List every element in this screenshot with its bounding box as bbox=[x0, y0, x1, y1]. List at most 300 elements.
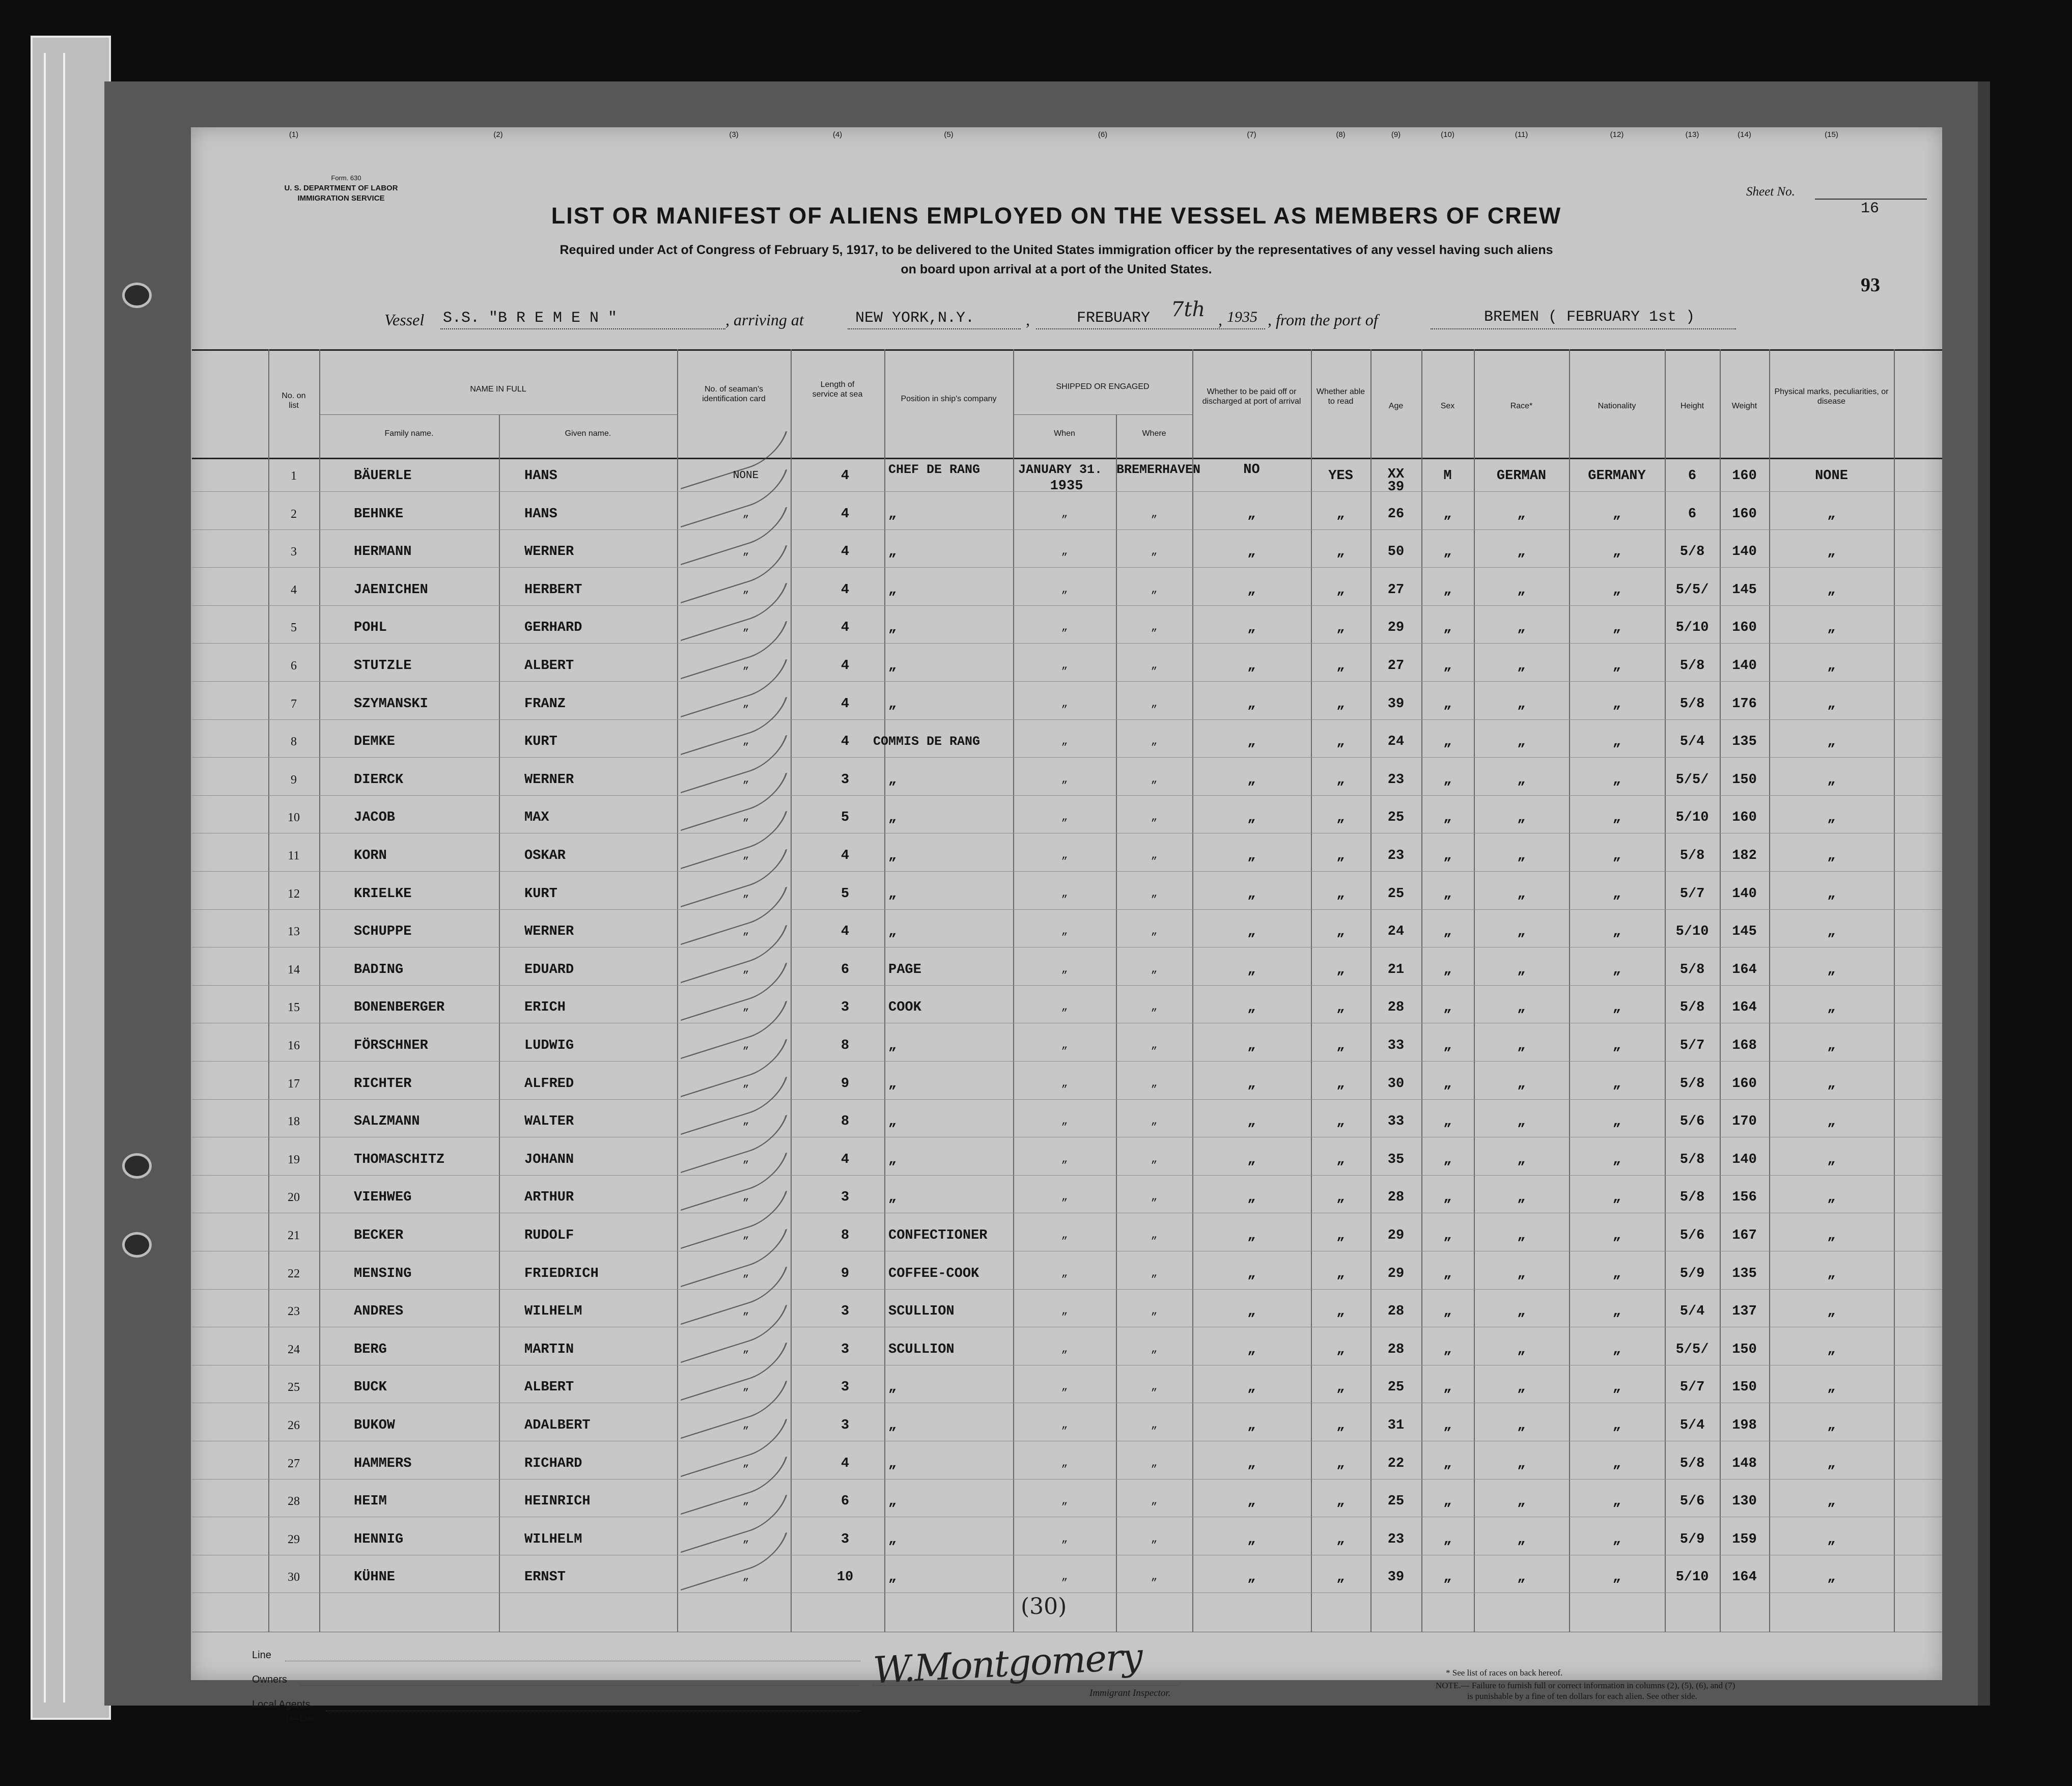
row-14-nat: „ bbox=[1612, 962, 1621, 978]
row-7-marks: „ bbox=[1827, 696, 1836, 712]
row-19-race: „ bbox=[1517, 1152, 1526, 1167]
row-13-nat: „ bbox=[1612, 924, 1621, 940]
row-15-card: „ bbox=[742, 1001, 749, 1014]
header-where: Where bbox=[1142, 429, 1166, 438]
row-7-when: „ bbox=[1061, 697, 1068, 710]
row-14-height: 5/8 bbox=[1679, 962, 1705, 978]
row-24-service: 3 bbox=[841, 1342, 850, 1357]
row-14-service: 6 bbox=[841, 962, 850, 978]
row-8-marks: „ bbox=[1827, 734, 1836, 750]
row-14-when: „ bbox=[1061, 963, 1068, 975]
header-shipped-or-engaged: SHIPPED OR ENGAGED bbox=[1056, 382, 1150, 391]
row-20-given: ARTHUR bbox=[524, 1190, 574, 1206]
row-6-paid: „ bbox=[1247, 658, 1256, 674]
row-11-marks: „ bbox=[1827, 848, 1836, 863]
row-16-card: „ bbox=[742, 1040, 749, 1051]
row-11-read: „ bbox=[1336, 848, 1345, 863]
row-23-service: 3 bbox=[841, 1304, 850, 1320]
print-code: 14—1240 bbox=[285, 1715, 314, 1722]
row-16-nat: „ bbox=[1612, 1038, 1621, 1053]
row-11-card: „ bbox=[742, 850, 749, 861]
row-17-where: „ bbox=[1151, 1077, 1158, 1090]
row-18-family: SALZMANN bbox=[354, 1114, 420, 1130]
row-4-race: „ bbox=[1517, 582, 1526, 598]
departure-port: BREMEN ( FEBRUARY 1st ) bbox=[1484, 309, 1695, 326]
row-26-position: „ bbox=[888, 1418, 897, 1433]
row-12-read: „ bbox=[1336, 886, 1345, 902]
row-16-where: „ bbox=[1151, 1040, 1158, 1051]
row-16-sex: „ bbox=[1443, 1038, 1452, 1053]
sheet-number: 16 bbox=[1861, 200, 1880, 217]
row-18-weight: 170 bbox=[1732, 1114, 1757, 1130]
row-17-given: ALFRED bbox=[524, 1076, 574, 1092]
row-23-paid: „ bbox=[1247, 1304, 1256, 1320]
row-14-family: BADING bbox=[354, 962, 404, 978]
row-15-service: 3 bbox=[841, 1000, 850, 1016]
column-number: (10) bbox=[1441, 130, 1454, 139]
inspector-signature: W.Montgomery bbox=[872, 1635, 1143, 1692]
row-10-given: MAX bbox=[524, 810, 549, 826]
row-20-position: „ bbox=[888, 1190, 897, 1206]
column-number: (7) bbox=[1247, 130, 1256, 139]
row-24-age: 28 bbox=[1387, 1342, 1405, 1357]
row-10-race: „ bbox=[1517, 810, 1526, 826]
row-28-marks: „ bbox=[1827, 1494, 1836, 1510]
subtitle-line-1: Required under Act of Congress of February 5, 1917, to be delivered to the United States immigration officer by the representatives of any vessel having such aliens bbox=[559, 243, 1553, 257]
row-17-age: 30 bbox=[1387, 1076, 1405, 1092]
header-height: Height bbox=[1680, 402, 1704, 410]
row-6-card: „ bbox=[742, 660, 749, 672]
row-24-where: „ bbox=[1151, 1343, 1158, 1355]
row-5-card: „ bbox=[742, 622, 749, 634]
row-11-age: 23 bbox=[1387, 848, 1405, 863]
row-20-race: „ bbox=[1517, 1190, 1526, 1206]
row-1-paid: NO bbox=[1243, 462, 1260, 478]
row-4-position: „ bbox=[888, 582, 897, 598]
row-2-service: 4 bbox=[841, 506, 850, 522]
row-6-position: „ bbox=[888, 658, 897, 674]
row-19-given: JOHANN bbox=[524, 1152, 574, 1167]
row-7-card: „ bbox=[742, 697, 749, 710]
comma-separator: , bbox=[1218, 311, 1222, 329]
row-8-position: COMMIS DE RANG bbox=[873, 734, 981, 749]
row-5-family: POHL bbox=[354, 620, 387, 636]
row-26-where: „ bbox=[1151, 1419, 1158, 1431]
row-18-sex: „ bbox=[1443, 1114, 1452, 1130]
row-23-marks: „ bbox=[1827, 1304, 1836, 1320]
row-12-card: „ bbox=[742, 887, 749, 900]
row-30-service: 10 bbox=[836, 1570, 854, 1585]
row-4-paid: „ bbox=[1247, 582, 1256, 598]
row-29-service: 3 bbox=[841, 1531, 850, 1547]
row-1-sex: M bbox=[1443, 468, 1452, 484]
row-23-card: „ bbox=[742, 1305, 749, 1318]
row-27-weight: 148 bbox=[1732, 1456, 1757, 1471]
row-29-given: WILHELM bbox=[524, 1531, 582, 1547]
row-21-paid: „ bbox=[1247, 1228, 1256, 1243]
row-24-race: „ bbox=[1517, 1342, 1526, 1357]
row-3-weight: 140 bbox=[1732, 544, 1757, 560]
row-3-family: HERMANN bbox=[354, 544, 412, 560]
row-30-no: 30 bbox=[288, 1571, 300, 1584]
row-9-family: DIERCK bbox=[354, 772, 404, 788]
row-6-nat: „ bbox=[1612, 658, 1621, 674]
row-9-paid: „ bbox=[1247, 772, 1256, 788]
row-3-card: „ bbox=[742, 546, 749, 558]
row-18-race: „ bbox=[1517, 1114, 1526, 1130]
row-24-when: „ bbox=[1061, 1343, 1068, 1355]
row-8-paid: „ bbox=[1247, 734, 1256, 750]
row-18-service: 8 bbox=[841, 1114, 850, 1130]
column-number: (6) bbox=[1098, 130, 1108, 139]
row-20-no: 20 bbox=[288, 1191, 300, 1205]
row-13-when: „ bbox=[1061, 926, 1068, 938]
row-11-no: 11 bbox=[288, 849, 300, 862]
row-5-marks: „ bbox=[1827, 620, 1836, 636]
row-6-when: „ bbox=[1061, 660, 1068, 672]
row-9-where: „ bbox=[1151, 773, 1158, 786]
row-2-where: „ bbox=[1151, 508, 1158, 520]
row-15-paid: „ bbox=[1247, 1000, 1256, 1016]
row-20-family: VIEHWEG bbox=[354, 1190, 412, 1206]
row-23-race: „ bbox=[1517, 1304, 1526, 1320]
row-15-height: 5/8 bbox=[1679, 1000, 1705, 1016]
row-10-family: JACOB bbox=[354, 810, 396, 826]
row-7-where: „ bbox=[1151, 697, 1158, 710]
row-24-marks: „ bbox=[1827, 1342, 1836, 1357]
penalty-note-line-2: is punishable by a fine of ten dollars for each alien. See other side. bbox=[1467, 1691, 1697, 1701]
row-5-weight: 160 bbox=[1732, 620, 1757, 636]
row-2-height: 6 bbox=[1688, 506, 1697, 522]
row-2-sex: „ bbox=[1443, 506, 1452, 522]
row-2-race: „ bbox=[1517, 506, 1526, 522]
row-21-no: 21 bbox=[288, 1229, 300, 1242]
arrival-port-line bbox=[848, 328, 1021, 329]
row-8-nat: „ bbox=[1612, 734, 1621, 750]
row-8-sex: „ bbox=[1443, 734, 1452, 750]
row-1-service: 4 bbox=[841, 468, 850, 484]
page-stamp-number: 93 bbox=[1861, 274, 1880, 296]
row-5-position: „ bbox=[888, 620, 897, 636]
row-10-paid: „ bbox=[1247, 810, 1256, 826]
row-3-height: 5/8 bbox=[1679, 544, 1705, 560]
row-30-nat: „ bbox=[1612, 1570, 1621, 1585]
row-6-where: „ bbox=[1151, 660, 1158, 672]
arriving-label: , arriving at bbox=[725, 311, 804, 329]
row-29-where: „ bbox=[1151, 1533, 1158, 1545]
row-2-read: „ bbox=[1336, 506, 1345, 522]
owners-label: Owners bbox=[252, 1674, 287, 1685]
row-26-read: „ bbox=[1336, 1418, 1345, 1433]
row-30-height: 5/10 bbox=[1675, 1570, 1709, 1585]
header-name-in-full: NAME IN FULL bbox=[470, 385, 526, 394]
row-29-nat: „ bbox=[1612, 1531, 1621, 1547]
row-25-card: „ bbox=[742, 1381, 749, 1393]
row-14-no: 14 bbox=[288, 963, 300, 976]
row-28-race: „ bbox=[1517, 1494, 1526, 1510]
row-2-family: BEHNKE bbox=[354, 506, 404, 522]
column-number: (13) bbox=[1685, 130, 1699, 139]
header-sex: Sex bbox=[1440, 402, 1455, 410]
row-20-weight: 156 bbox=[1732, 1190, 1757, 1206]
row-23-position: SCULLION bbox=[888, 1304, 955, 1320]
row-22-age: 29 bbox=[1387, 1266, 1405, 1281]
arrival-day-handwritten: 7th bbox=[1171, 298, 1206, 321]
row-28-read: „ bbox=[1336, 1494, 1345, 1510]
row-22-height: 5/9 bbox=[1679, 1266, 1705, 1281]
header-nationality: Nationality bbox=[1598, 402, 1636, 410]
row-6-race: „ bbox=[1517, 658, 1526, 674]
row-2-card: „ bbox=[742, 508, 749, 520]
row-25-when: „ bbox=[1061, 1381, 1068, 1393]
row-30-read: „ bbox=[1336, 1570, 1345, 1585]
row-5-given: GERHARD bbox=[524, 620, 582, 636]
row-22-marks: „ bbox=[1827, 1266, 1836, 1281]
row-24-weight: 150 bbox=[1732, 1342, 1757, 1357]
row-3-sex: „ bbox=[1443, 544, 1452, 560]
row-28-nat: „ bbox=[1612, 1494, 1621, 1510]
row-20-height: 5/8 bbox=[1679, 1190, 1705, 1206]
row-9-when: „ bbox=[1061, 773, 1068, 786]
row-3-marks: „ bbox=[1827, 544, 1836, 560]
row-11-nat: „ bbox=[1612, 848, 1621, 863]
row-11-given: OSKAR bbox=[524, 848, 566, 863]
row-19-when: „ bbox=[1061, 1153, 1068, 1165]
row-1-when-year: 1935 bbox=[1050, 479, 1083, 494]
header-length-of-service: Length of service at sea bbox=[812, 380, 863, 399]
row-4-weight: 145 bbox=[1732, 582, 1757, 598]
punch-hole bbox=[122, 1232, 152, 1258]
row-4-marks: „ bbox=[1827, 582, 1836, 598]
vessel-name: S.S. "B R E M E N " bbox=[443, 310, 618, 327]
row-10-nat: „ bbox=[1612, 810, 1621, 826]
manifest-sheet bbox=[191, 127, 1942, 1722]
row-26-weight: 198 bbox=[1732, 1418, 1757, 1433]
row-13-race: „ bbox=[1517, 924, 1526, 940]
row-22-service: 9 bbox=[841, 1266, 850, 1281]
row-7-service: 4 bbox=[841, 696, 850, 712]
row-25-nat: „ bbox=[1612, 1380, 1621, 1396]
row-9-height: 5/5/ bbox=[1675, 772, 1709, 788]
row-17-read: „ bbox=[1336, 1076, 1345, 1092]
row-19-where: „ bbox=[1151, 1153, 1158, 1165]
row-4-family: JAENICHEN bbox=[354, 582, 428, 598]
row-15-position: COOK bbox=[888, 1000, 921, 1016]
row-15-nat: „ bbox=[1612, 1000, 1621, 1016]
row-12-nat: „ bbox=[1612, 886, 1621, 902]
row-19-card: „ bbox=[742, 1153, 749, 1165]
row-13-card: „ bbox=[742, 926, 749, 938]
departure-port-line bbox=[1431, 328, 1736, 329]
row-27-where: „ bbox=[1151, 1457, 1158, 1469]
header-given-name: Given name. bbox=[565, 429, 611, 438]
row-9-weight: 150 bbox=[1732, 772, 1757, 788]
column-rule bbox=[319, 349, 320, 1632]
row-22-race: „ bbox=[1517, 1266, 1526, 1281]
row-24-read: „ bbox=[1336, 1342, 1345, 1357]
row-28-position: „ bbox=[888, 1494, 897, 1510]
row-12-family: KRIELKE bbox=[354, 886, 412, 902]
row-8-card: „ bbox=[742, 736, 749, 748]
row-5-read: „ bbox=[1336, 620, 1345, 636]
row-16-service: 8 bbox=[841, 1038, 850, 1053]
row-29-marks: „ bbox=[1827, 1531, 1836, 1547]
row-4-read: „ bbox=[1336, 582, 1345, 598]
row-10-read: „ bbox=[1336, 810, 1345, 826]
row-3-no: 3 bbox=[291, 545, 297, 559]
row-13-read: „ bbox=[1336, 924, 1345, 940]
row-27-age: 22 bbox=[1387, 1456, 1405, 1471]
row-19-paid: „ bbox=[1247, 1152, 1256, 1167]
row-22-when: „ bbox=[1061, 1267, 1068, 1279]
row-16-read: „ bbox=[1336, 1038, 1345, 1053]
row-25-weight: 150 bbox=[1732, 1380, 1757, 1396]
row-25-where: „ bbox=[1151, 1381, 1158, 1393]
row-4-when: „ bbox=[1061, 583, 1068, 596]
row-29-sex: „ bbox=[1443, 1531, 1452, 1547]
row-23-nat: „ bbox=[1612, 1304, 1621, 1320]
row-7-given: FRANZ bbox=[524, 696, 566, 712]
row-1-when: JANUARY 31. bbox=[1018, 462, 1103, 477]
row-27-marks: „ bbox=[1827, 1456, 1836, 1471]
row-12-marks: „ bbox=[1827, 886, 1836, 902]
row-17-sex: „ bbox=[1443, 1076, 1452, 1092]
row-15-no: 15 bbox=[288, 1001, 300, 1015]
comma-separator: , bbox=[1026, 311, 1030, 329]
signature-line bbox=[873, 1685, 1179, 1686]
row-8-weight: 135 bbox=[1732, 734, 1757, 750]
row-19-position: „ bbox=[888, 1152, 897, 1167]
row-21-position: CONFECTIONER bbox=[888, 1228, 988, 1243]
row-9-sex: „ bbox=[1443, 772, 1452, 788]
row-18-read: „ bbox=[1336, 1114, 1345, 1130]
row-17-paid: „ bbox=[1247, 1076, 1256, 1092]
row-30-where: „ bbox=[1151, 1571, 1158, 1583]
row-5-race: „ bbox=[1517, 620, 1526, 636]
row-8-read: „ bbox=[1336, 734, 1345, 750]
row-25-position: „ bbox=[888, 1380, 897, 1396]
row-8-given: KURT bbox=[524, 734, 557, 750]
column-number: (4) bbox=[832, 130, 843, 139]
row-21-marks: „ bbox=[1827, 1228, 1836, 1243]
row-19-marks: „ bbox=[1827, 1152, 1836, 1167]
row-28-age: 25 bbox=[1387, 1494, 1405, 1510]
row-3-position: „ bbox=[888, 544, 897, 560]
row-23-family: ANDRES bbox=[354, 1304, 404, 1320]
row-22-read: „ bbox=[1336, 1266, 1345, 1281]
row-24-no: 24 bbox=[288, 1343, 300, 1356]
column-number: (8) bbox=[1336, 130, 1346, 139]
row-12-height: 5/7 bbox=[1679, 886, 1705, 902]
row-18-no: 18 bbox=[288, 1115, 300, 1129]
row-21-where: „ bbox=[1151, 1230, 1158, 1241]
binding-strip bbox=[31, 36, 111, 1720]
row-29-read: „ bbox=[1336, 1531, 1345, 1547]
row-29-height: 5/9 bbox=[1679, 1531, 1705, 1547]
row-27-nat: „ bbox=[1612, 1456, 1621, 1471]
row-30-card: „ bbox=[742, 1571, 749, 1583]
row-23-weight: 137 bbox=[1732, 1304, 1757, 1320]
row-26-card: „ bbox=[742, 1419, 749, 1431]
row-4-no: 4 bbox=[291, 583, 297, 597]
row-4-age: 27 bbox=[1387, 582, 1405, 598]
row-22-sex: „ bbox=[1443, 1266, 1452, 1281]
row-12-weight: 140 bbox=[1732, 886, 1757, 902]
row-5-where: „ bbox=[1151, 622, 1158, 634]
row-23-given: WILHELM bbox=[524, 1304, 582, 1320]
row-21-card: „ bbox=[742, 1230, 749, 1241]
row-28-weight: 130 bbox=[1732, 1494, 1757, 1510]
row-20-paid: „ bbox=[1247, 1190, 1256, 1206]
row-12-age: 25 bbox=[1387, 886, 1405, 902]
row-12-where: „ bbox=[1151, 887, 1158, 900]
row-28-given: HEINRICH bbox=[524, 1494, 591, 1510]
row-21-family: BECKER bbox=[354, 1228, 404, 1243]
row-5-height: 5/10 bbox=[1675, 620, 1709, 636]
row-26-family: BUKOW bbox=[354, 1418, 396, 1433]
row-26-when: „ bbox=[1061, 1419, 1068, 1431]
row-26-nat: „ bbox=[1612, 1418, 1621, 1433]
row-20-when: „ bbox=[1061, 1191, 1068, 1204]
row-10-position: „ bbox=[888, 810, 897, 826]
row-17-no: 17 bbox=[288, 1077, 300, 1091]
row-1-family: BÄUERLE bbox=[354, 468, 412, 484]
row-5-paid: „ bbox=[1247, 620, 1256, 636]
row-3-race: „ bbox=[1517, 544, 1526, 560]
column-number: (3) bbox=[729, 130, 739, 139]
row-3-age: 50 bbox=[1387, 544, 1405, 560]
row-27-service: 4 bbox=[841, 1456, 850, 1471]
row-10-height: 5/10 bbox=[1675, 810, 1709, 826]
row-14-card: „ bbox=[742, 963, 749, 975]
row-16-marks: „ bbox=[1827, 1038, 1836, 1053]
row-7-position: „ bbox=[888, 696, 897, 712]
row-3-given: WERNER bbox=[524, 544, 574, 560]
row-8-where: „ bbox=[1151, 736, 1158, 748]
row-22-where: „ bbox=[1151, 1267, 1158, 1279]
row-11-service: 4 bbox=[841, 848, 850, 863]
form-number: Form. 630 bbox=[331, 174, 361, 182]
arrival-year: 1935 bbox=[1227, 309, 1257, 325]
row-7-height: 5/8 bbox=[1679, 696, 1705, 712]
row-21-race: „ bbox=[1517, 1228, 1526, 1243]
row-21-when: „ bbox=[1061, 1230, 1068, 1241]
row-9-race: „ bbox=[1517, 772, 1526, 788]
row-20-marks: „ bbox=[1827, 1190, 1836, 1206]
row-13-family: SCHUPPE bbox=[354, 924, 412, 940]
row-19-family: THOMASCHITZ bbox=[354, 1152, 445, 1167]
row-2-weight: 160 bbox=[1732, 506, 1757, 522]
row-27-family: HAMMERS bbox=[354, 1456, 412, 1471]
row-2-given: HANS bbox=[524, 506, 557, 522]
header-no-on-list: No. on list bbox=[282, 392, 306, 410]
row-18-age: 33 bbox=[1387, 1114, 1405, 1130]
races-footnote: * See list of races on back hereof. bbox=[1446, 1668, 1563, 1678]
row-12-no: 12 bbox=[288, 887, 300, 901]
row-20-where: „ bbox=[1151, 1191, 1158, 1204]
row-1-card: NONE bbox=[733, 470, 759, 482]
row-9-nat: „ bbox=[1612, 772, 1621, 788]
row-26-service: 3 bbox=[841, 1418, 850, 1433]
row-7-age: 39 bbox=[1387, 696, 1405, 712]
row-7-no: 7 bbox=[291, 697, 297, 711]
row-15-age: 28 bbox=[1387, 1000, 1405, 1016]
column-number: (14) bbox=[1738, 130, 1751, 139]
row-25-read: „ bbox=[1336, 1380, 1345, 1396]
row-24-nat: „ bbox=[1612, 1342, 1621, 1357]
header-race: Race* bbox=[1510, 402, 1533, 410]
row-27-read: „ bbox=[1336, 1456, 1345, 1471]
